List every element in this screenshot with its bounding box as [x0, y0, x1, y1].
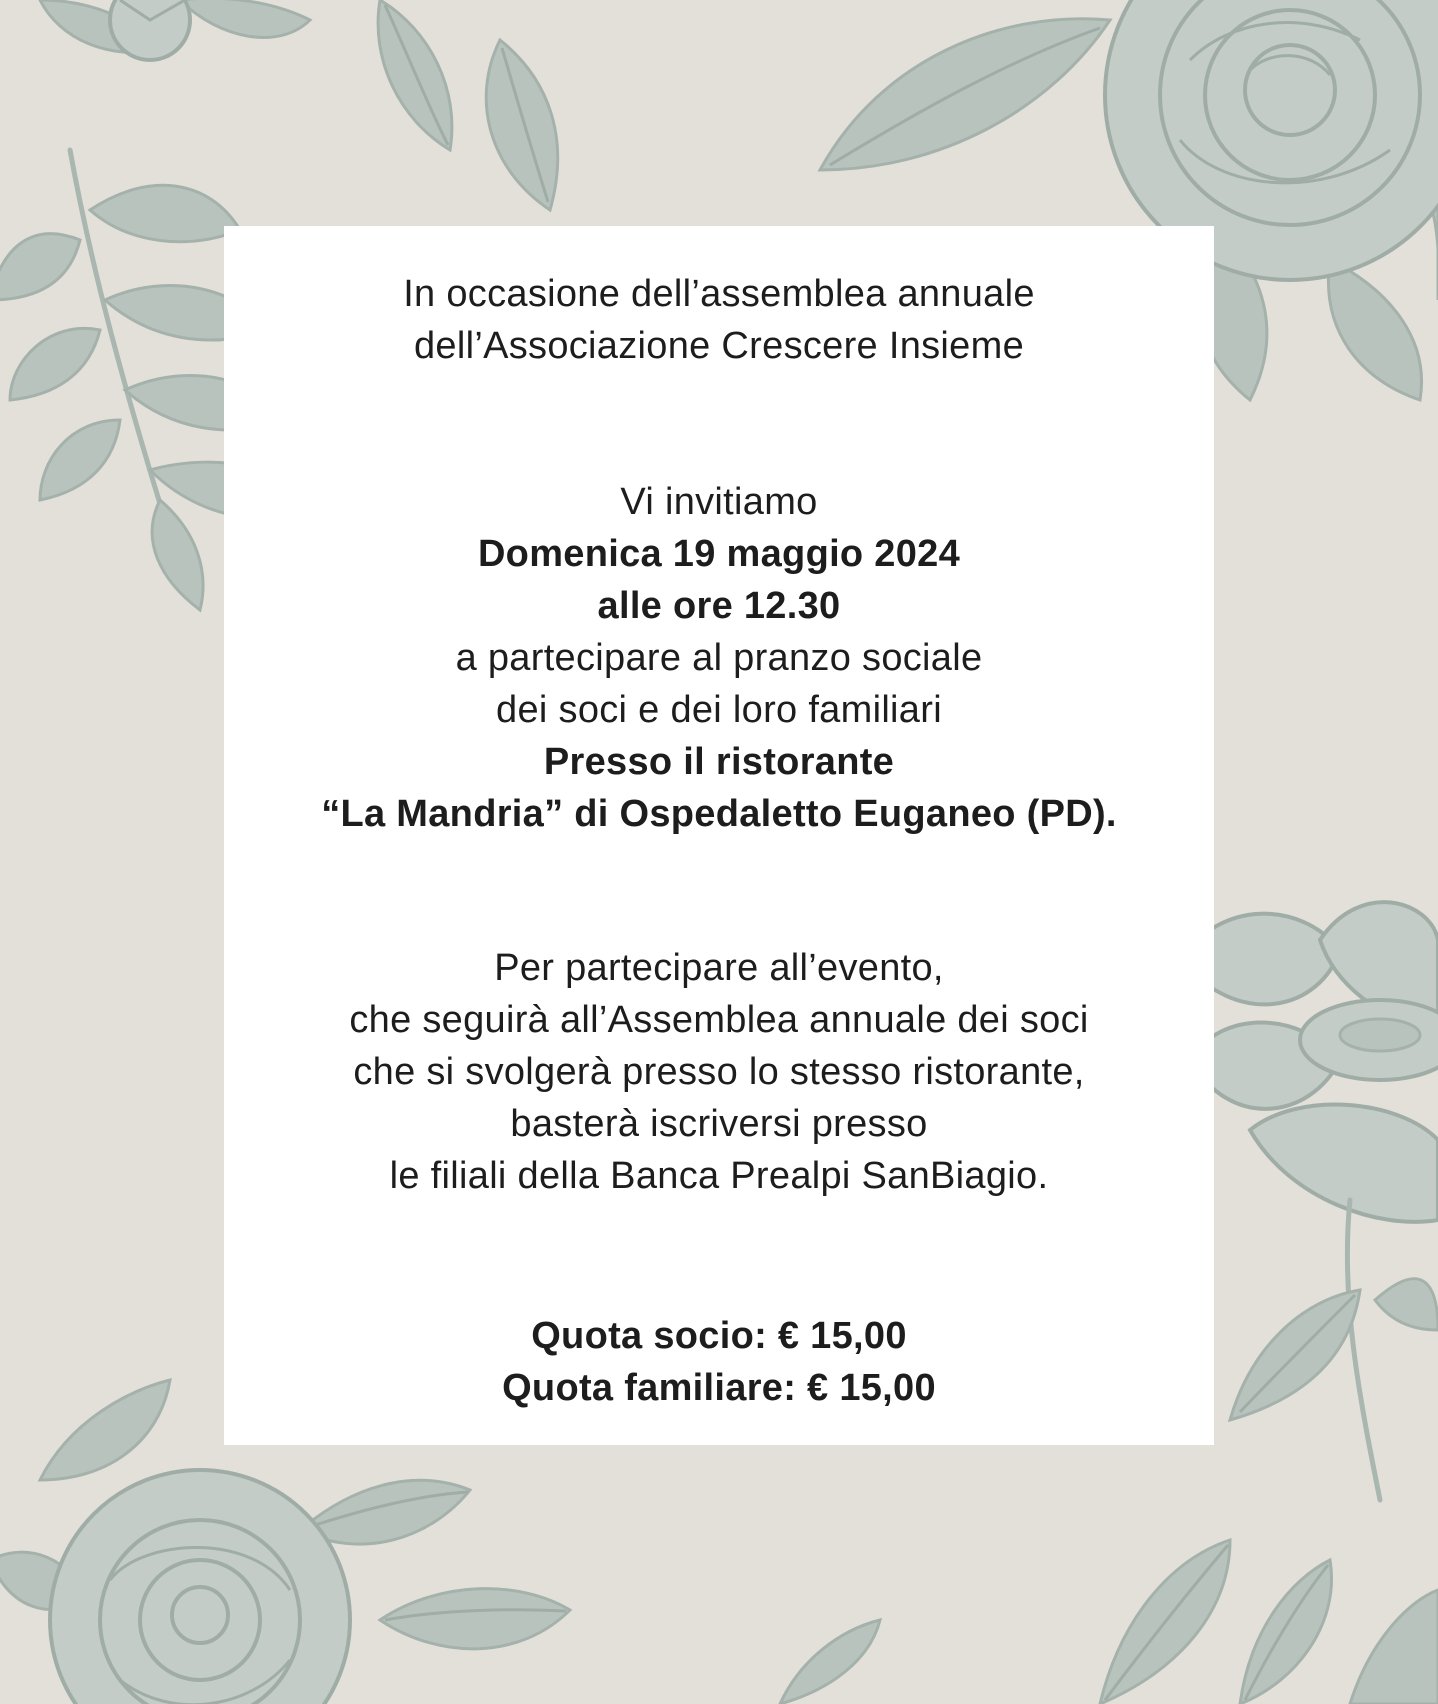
join-info-line: basterà iscriversi presso: [510, 1103, 928, 1145]
join-info-line: che si svolgerà presso lo stesso ristorante,: [353, 1051, 1085, 1093]
venue-name: “La Mandria” di Ospedaletto Euganeo (PD).: [321, 793, 1117, 835]
venue-label: Presso il ristorante: [543, 741, 895, 783]
intro-line: In occasione dell’assemblea annuale: [403, 273, 1035, 315]
fees-block: [224, 1310, 1214, 1414]
purpose-line: dei soci e dei loro familiari: [496, 689, 942, 731]
fee-family: Quota familiare: € 15,00: [502, 1367, 936, 1409]
purpose-line: a partecipare al pranzo sociale: [455, 637, 983, 679]
fee-member: Quota socio: € 15,00: [531, 1315, 907, 1357]
join-info-line: Per partecipare all’evento,: [494, 947, 944, 989]
intro-line: dell’Associazione Crescere Insieme: [413, 325, 1025, 367]
event-time: alle ore 12.30: [597, 585, 841, 627]
invite-text: Vi invitiamo: [620, 481, 818, 523]
join-info-line: che seguirà all’Assemblea annuale dei soci: [349, 999, 1089, 1041]
event-date: Domenica 19 maggio 2024: [477, 533, 961, 575]
join-info-line: le filiali della Banca Prealpi SanBiagio.: [389, 1155, 1049, 1197]
poppy-flower-icon: [1180, 902, 1438, 1500]
invitation-card: [224, 226, 1214, 1445]
leaf-branch-icon: [780, 1540, 1438, 1704]
join-info-block: [224, 942, 1214, 1202]
invite-block: [224, 476, 1214, 840]
intro-block: [224, 268, 1214, 372]
